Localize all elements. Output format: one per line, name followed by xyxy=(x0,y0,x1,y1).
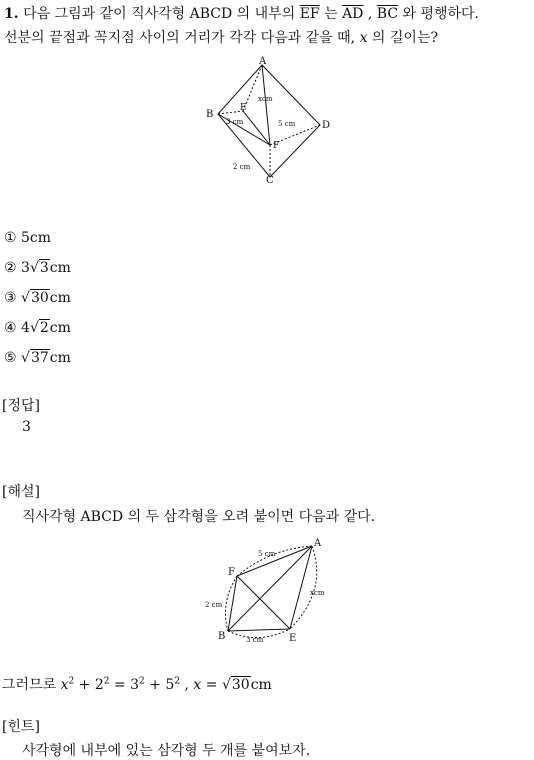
vertex-f2: F xyxy=(228,567,235,578)
explanation-label: [해설] xyxy=(2,484,40,500)
segment-ae xyxy=(290,546,312,629)
choice-5[interactable] xyxy=(4,350,71,366)
question-text-2: 는 xyxy=(324,6,338,22)
vertex-b: B xyxy=(206,109,214,120)
answer-label: [정답] xyxy=(2,398,40,414)
point-e: E xyxy=(240,103,247,113)
choice-4-mark: ④ xyxy=(4,320,17,336)
question-number: 1. xyxy=(4,6,19,22)
exp-2: 2 xyxy=(103,676,110,687)
formula-line xyxy=(2,674,272,694)
length-5: 5 cm xyxy=(278,120,296,128)
length-2-2: 2 cm xyxy=(205,601,223,609)
answer-value: 3 xyxy=(22,419,31,435)
formula-plus-5: + 5 xyxy=(149,677,175,693)
vertex-a2: A xyxy=(314,538,322,549)
segment-ef: $\overline{EF}$ xyxy=(299,6,320,22)
choice-5-unit: cm xyxy=(49,350,71,366)
choice-1-text: 5cm xyxy=(21,230,52,246)
vertex-d: D xyxy=(322,120,331,131)
choice-1-mark: ① xyxy=(4,230,17,246)
choice-3-mark: ③ xyxy=(4,290,17,306)
formula-equals: = xyxy=(205,677,218,693)
rectangle-figure xyxy=(200,55,340,185)
vertex-e2: E xyxy=(289,633,297,644)
hint-text: 사각형에 내부에 있는 삼각형 두 개를 붙여보자. xyxy=(22,743,311,759)
choice-2[interactable] xyxy=(4,260,71,276)
formula-x-2: x xyxy=(193,677,202,693)
choice-4-unit: cm xyxy=(49,320,71,336)
choice-2-mark: ② xyxy=(4,260,17,276)
choice-2-radicand: 3 xyxy=(39,260,49,276)
question-line-1 xyxy=(4,3,479,23)
formula-eq-3: = 3 xyxy=(113,677,140,693)
question-text-5: 의 길이는? xyxy=(371,30,438,46)
choice-4-coef: 4 xyxy=(21,320,30,336)
formula-radicand: 30 xyxy=(231,677,250,693)
question-text-1: 다음 그림과 같이 직사각형 ABCD 의 내부의 xyxy=(23,6,296,22)
choice-3-unit: cm xyxy=(49,290,71,306)
question-text-4: 선분의 끝점과 꼭지점 사이의 거리가 각각 다음과 같을 때, xyxy=(4,30,356,46)
segment-be xyxy=(228,629,290,631)
exp-3: 2 xyxy=(139,676,145,687)
vertex-b2: B xyxy=(218,631,226,642)
choice-4-radicand: 2 xyxy=(39,320,49,336)
formula-unit: cm xyxy=(250,677,272,693)
explanation-text: 직사각형 ABCD 의 두 삼각형을 오려 붙이면 다음과 같다. xyxy=(22,509,376,525)
formula-plus-2: + 2 xyxy=(78,677,104,693)
arc-x xyxy=(290,546,317,629)
choice-5-radicand: 37 xyxy=(30,350,49,366)
choice-1[interactable] xyxy=(4,230,51,246)
choice-3-root: √30 xyxy=(21,290,49,306)
formula-comma: , xyxy=(184,677,189,693)
formula-root: √30 xyxy=(221,677,250,693)
length-2: 2 cm xyxy=(233,163,251,171)
length-5-2: 5 cm xyxy=(258,550,276,558)
choice-5-root: √37 xyxy=(21,350,49,366)
choice-2-coef: 3 xyxy=(21,260,30,276)
question-text-3: 와 평행하다. xyxy=(402,6,480,22)
formula-prefix: 그러므로 xyxy=(2,677,57,693)
vertex-a: A xyxy=(259,56,267,67)
choice-2-root: √3 xyxy=(29,260,49,276)
comma: , xyxy=(367,6,373,22)
rearranged-figure xyxy=(200,535,340,645)
exp-4: 2 xyxy=(174,676,181,687)
choice-3-radicand: 30 xyxy=(30,290,49,306)
segment-bc: $\overline{BC}$ xyxy=(376,6,399,22)
segment-af xyxy=(262,65,270,145)
choice-2-unit: cm xyxy=(49,260,71,276)
segment-ad: $\overline{AD}$ xyxy=(342,6,364,22)
length-x: xcm xyxy=(258,95,273,103)
variable-x: x xyxy=(359,30,368,46)
formula-x: x xyxy=(60,677,69,693)
vertex-c: C xyxy=(266,175,274,185)
hint-label: [힌트] xyxy=(2,719,40,735)
segment-fe xyxy=(237,576,290,629)
segment-ef-line xyxy=(243,111,270,145)
choice-3[interactable] xyxy=(4,290,71,306)
choice-5-mark: ⑤ xyxy=(4,350,17,366)
length-3: 3 cm xyxy=(226,118,244,126)
choice-4[interactable] xyxy=(4,320,71,336)
choice-4-root: √2 xyxy=(29,320,49,336)
length-3-2: 3 cm xyxy=(246,636,264,644)
length-x-2: xcm xyxy=(310,589,325,597)
exp-1: 2 xyxy=(68,676,75,687)
point-f: F xyxy=(273,141,280,151)
question-line-2 xyxy=(4,27,438,47)
